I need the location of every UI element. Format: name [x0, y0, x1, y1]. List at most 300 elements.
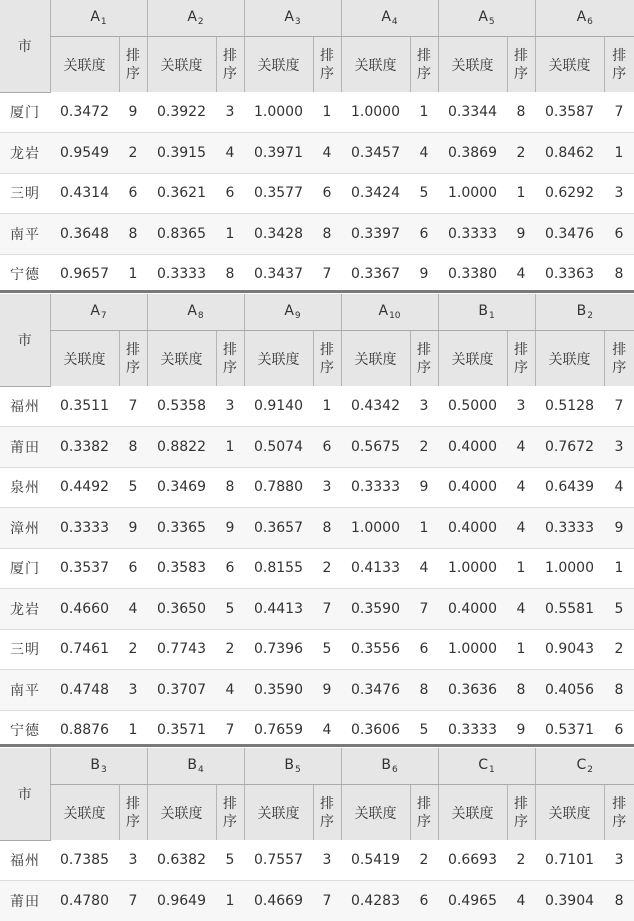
rank-value: 9: [410, 254, 438, 294]
indicator-header: [147, 748, 244, 785]
value-header: [535, 37, 604, 93]
indicator-subscript: 5: [488, 17, 495, 27]
rank-value: 5: [313, 629, 341, 670]
correlation-value: 0.3915: [147, 133, 216, 174]
city-header: [0, 0, 50, 92]
correlation-value: 0.3333: [147, 254, 216, 294]
value-header-label: 关联度: [160, 57, 203, 74]
rank-header: [216, 331, 244, 387]
indicator-subscript: 10: [389, 311, 401, 321]
indicator-letter: A: [90, 303, 100, 319]
correlation-value: 0.7396: [244, 629, 313, 670]
city-header-label: 市: [17, 332, 32, 349]
indicator-letter: A: [187, 303, 197, 319]
rank-value: 6: [216, 173, 244, 214]
table-row: [0, 508, 634, 549]
table-row: [0, 427, 634, 468]
rank-value: 6: [410, 214, 438, 255]
correlation-value: 0.4413: [244, 589, 313, 630]
indicator-header: [147, 294, 244, 331]
rank-value: 3: [119, 840, 147, 881]
correlation-value: 0.4748: [50, 670, 119, 711]
indicator-letter: A: [576, 9, 587, 25]
value-header-label: 关联度: [160, 351, 203, 368]
rank-value: 8: [507, 92, 535, 133]
indicator-letter: C: [576, 757, 587, 773]
rank-value: 6: [410, 629, 438, 670]
indicator-letter: A: [378, 303, 389, 319]
correlation-value: 0.3333: [341, 467, 410, 508]
city-name: 漳州: [0, 508, 50, 549]
indicator-subscript: 1: [488, 311, 495, 321]
rank-value: 4: [507, 589, 535, 630]
rank-value: 2: [313, 548, 341, 589]
city-name: 厦门: [0, 92, 50, 133]
rank-value: 1: [313, 386, 341, 427]
rank-value: 7: [410, 589, 438, 630]
rank-header: [119, 785, 147, 841]
correlation-value: 0.3476: [535, 214, 604, 255]
rank-header-bottom: 序: [417, 359, 431, 376]
rank-value: 9: [313, 670, 341, 711]
rank-header-top: 排: [320, 47, 334, 64]
indicator-letter: B: [478, 303, 488, 319]
value-header: [438, 37, 507, 93]
city-name: 龙岩: [0, 589, 50, 630]
rank-value: 1: [507, 629, 535, 670]
indicator-letter: A: [284, 9, 294, 25]
rank-value: 8: [313, 214, 341, 255]
correlation-value: 0.3333: [50, 508, 119, 549]
correlation-value: 0.7880: [244, 467, 313, 508]
correlation-value: 0.4314: [50, 173, 119, 214]
value-header-label: 关联度: [257, 57, 300, 74]
rank-header-bottom: 序: [417, 813, 431, 830]
correlation-value: 0.3922: [147, 92, 216, 133]
indicator-header: [535, 0, 634, 37]
value-header-label: 关联度: [160, 805, 203, 822]
indicator-header: [50, 294, 147, 331]
rank-value: 9: [216, 508, 244, 549]
value-header: [244, 785, 313, 841]
indicator-header: [147, 0, 244, 37]
rank-value: 8: [604, 881, 634, 921]
rank-header: [313, 785, 341, 841]
table-row: [0, 589, 634, 630]
correlation-value: 0.6292: [535, 173, 604, 214]
table-row: [0, 881, 634, 921]
value-header: [244, 37, 313, 93]
rank-header-top: 排: [223, 47, 237, 64]
indicator-header: [341, 748, 438, 785]
correlation-value: 0.5581: [535, 589, 604, 630]
block-divider: [0, 290, 634, 293]
correlation-value: 0.3397: [341, 214, 410, 255]
correlation-value: 1.0000: [438, 173, 507, 214]
indicator-header: [535, 294, 634, 331]
value-header-label: 关联度: [63, 805, 106, 822]
rank-value: 1: [410, 508, 438, 549]
rank-header-bottom: 序: [223, 813, 237, 830]
indicator-header: [341, 0, 438, 37]
value-header: [438, 785, 507, 841]
rank-header-top: 排: [417, 795, 431, 812]
correlation-value: 0.4000: [438, 427, 507, 468]
rank-value: 4: [216, 133, 244, 174]
rank-header: [119, 37, 147, 93]
correlation-value: 0.3365: [147, 508, 216, 549]
value-header-label: 关联度: [451, 351, 494, 368]
rank-value: 3: [604, 173, 634, 214]
rank-value: 6: [604, 214, 634, 255]
correlation-value: 0.3511: [50, 386, 119, 427]
city-name: 宁德: [0, 254, 50, 294]
rank-header-bottom: 序: [126, 359, 140, 376]
rank-value: 2: [410, 427, 438, 468]
rank-value: 6: [313, 427, 341, 468]
rank-header: [507, 785, 535, 841]
rank-header: [604, 785, 634, 841]
correlation-value: 0.3971: [244, 133, 313, 174]
rank-value: 5: [604, 589, 634, 630]
correlation-value: 0.3606: [341, 710, 410, 750]
city-header: [0, 294, 50, 386]
indicator-header: [244, 748, 341, 785]
rank-value: 7: [313, 881, 341, 921]
correlation-value: 0.5371: [535, 710, 604, 750]
rank-header-bottom: 序: [514, 359, 528, 376]
rank-value: 3: [216, 92, 244, 133]
city-name: 福州: [0, 386, 50, 427]
rank-value: 7: [313, 254, 341, 294]
correlation-value: 0.4133: [341, 548, 410, 589]
rank-value: 4: [507, 254, 535, 294]
correlation-value: 0.3469: [147, 467, 216, 508]
rank-header: [604, 37, 634, 93]
rank-value: 3: [313, 467, 341, 508]
indicator-header: [438, 0, 535, 37]
rank-header-top: 排: [223, 795, 237, 812]
correlation-value: 0.4965: [438, 881, 507, 921]
rank-value: 9: [410, 467, 438, 508]
rank-value: 4: [216, 670, 244, 711]
rank-header-bottom: 序: [417, 65, 431, 82]
rank-header-bottom: 序: [514, 813, 528, 830]
rank-header-bottom: 序: [612, 65, 627, 82]
correlation-value: 0.5358: [147, 386, 216, 427]
rank-header: [410, 331, 438, 387]
city-name: 三明: [0, 629, 50, 670]
city-header: [0, 748, 50, 840]
rank-value: 8: [119, 427, 147, 468]
indicator-subscript: 4: [391, 17, 398, 27]
indicator-subscript: 3: [100, 765, 107, 775]
rank-value: 4: [507, 508, 535, 549]
indicator-letter: A: [381, 9, 391, 25]
rank-value: 8: [119, 214, 147, 255]
table-row: [0, 92, 634, 133]
rank-value: 6: [216, 548, 244, 589]
value-header-label: 关联度: [63, 57, 106, 74]
rank-header-top: 排: [126, 341, 140, 358]
correlation-value: 1.0000: [438, 629, 507, 670]
correlation-value: 1.0000: [438, 548, 507, 589]
indicator-letter: A: [284, 303, 294, 319]
rank-value: 8: [313, 508, 341, 549]
correlation-value: 0.3457: [341, 133, 410, 174]
correlation-value: 0.4056: [535, 670, 604, 711]
rank-value: 7: [216, 710, 244, 750]
value-header: [147, 37, 216, 93]
rank-value: 4: [604, 467, 634, 508]
rank-header: [507, 37, 535, 93]
value-header: [147, 785, 216, 841]
rank-value: 5: [410, 710, 438, 750]
rank-header: [604, 331, 634, 387]
rank-value: 4: [507, 427, 535, 468]
correlation-value: 0.8822: [147, 427, 216, 468]
rank-header-bottom: 序: [126, 813, 140, 830]
indicator-header: [535, 748, 634, 785]
rank-value: 2: [410, 840, 438, 881]
rank-value: 4: [410, 548, 438, 589]
rank-value: 9: [119, 92, 147, 133]
rank-value: 5: [216, 589, 244, 630]
value-header: [341, 331, 410, 387]
correlation-value: 0.7743: [147, 629, 216, 670]
city-name: 莆田: [0, 881, 50, 921]
correlation-value: 0.5074: [244, 427, 313, 468]
rank-value: 1: [507, 548, 535, 589]
correlation-value: 1.0000: [244, 92, 313, 133]
table-row: [0, 386, 634, 427]
correlation-value: 0.3380: [438, 254, 507, 294]
rank-value: 1: [216, 214, 244, 255]
correlation-value: 0.9043: [535, 629, 604, 670]
correlation-value: 0.9649: [147, 881, 216, 921]
indicator-subscript: 2: [587, 311, 593, 321]
rank-value: 4: [507, 467, 535, 508]
rank-header-top: 排: [126, 47, 140, 64]
rank-value: 4: [313, 710, 341, 750]
correlation-value: 0.3657: [244, 508, 313, 549]
correlation-value: 0.5128: [535, 386, 604, 427]
rank-value: 4: [313, 133, 341, 174]
value-header-label: 关联度: [354, 351, 397, 368]
indicator-table-3: [0, 748, 634, 921]
value-header-label: 关联度: [548, 57, 591, 74]
rank-value: 6: [119, 548, 147, 589]
rank-value: 7: [119, 881, 147, 921]
rank-header: [119, 331, 147, 387]
correlation-value: 0.3476: [341, 670, 410, 711]
rank-value: 6: [604, 710, 634, 750]
correlation-value: 0.3650: [147, 589, 216, 630]
value-header-label: 关联度: [354, 57, 397, 74]
value-header: [438, 331, 507, 387]
correlation-value: 0.8155: [244, 548, 313, 589]
rank-header: [313, 37, 341, 93]
rank-value: 3: [604, 840, 634, 881]
rank-value: 3: [216, 386, 244, 427]
rank-value: 9: [507, 710, 535, 750]
table-row: [0, 173, 634, 214]
indicator-letter: B: [187, 757, 197, 773]
value-header: [535, 331, 604, 387]
rank-value: 6: [410, 881, 438, 921]
correlation-value: 0.3472: [50, 92, 119, 133]
rank-value: 3: [410, 386, 438, 427]
rank-header-top: 排: [417, 341, 431, 358]
indicator-subscript: 9: [294, 311, 301, 321]
correlation-value: 0.3333: [535, 508, 604, 549]
indicator-letter: C: [478, 757, 489, 773]
correlation-value: 0.3333: [438, 710, 507, 750]
rank-header-bottom: 序: [320, 65, 334, 82]
indicator-header: [438, 294, 535, 331]
table-row: [0, 133, 634, 174]
correlation-value: 0.9140: [244, 386, 313, 427]
rank-header-top: 排: [223, 341, 237, 358]
rank-value: 7: [604, 92, 634, 133]
correlation-value: 0.6382: [147, 840, 216, 881]
correlation-value: 0.3424: [341, 173, 410, 214]
rank-value: 6: [313, 173, 341, 214]
value-header-label: 关联度: [354, 805, 397, 822]
rank-value: 4: [507, 881, 535, 921]
rank-value: 1: [119, 710, 147, 750]
block-divider: [0, 744, 634, 747]
correlation-value: 0.3636: [438, 670, 507, 711]
value-header-label: 关联度: [548, 351, 591, 368]
rank-value: 5: [410, 173, 438, 214]
correlation-value: 0.4000: [438, 589, 507, 630]
correlation-value: 0.3428: [244, 214, 313, 255]
correlation-value: 0.7101: [535, 840, 604, 881]
indicator-subscript: 6: [587, 17, 593, 27]
indicator-letter: B: [90, 757, 100, 773]
correlation-value: 0.9657: [50, 254, 119, 294]
rank-value: 8: [604, 254, 634, 294]
rank-value: 4: [410, 133, 438, 174]
indicator-subscript: 3: [294, 17, 301, 27]
indicator-header: [341, 294, 438, 331]
indicator-letter: B: [576, 303, 587, 319]
correlation-value: 0.4660: [50, 589, 119, 630]
correlation-value: 0.3577: [244, 173, 313, 214]
indicator-letter: B: [381, 757, 391, 773]
rank-value: 4: [119, 589, 147, 630]
rank-value: 9: [119, 508, 147, 549]
indicator-subscript: 1: [489, 765, 495, 775]
rank-value: 2: [604, 629, 634, 670]
correlation-value: 0.3556: [341, 629, 410, 670]
city-name: 宁德: [0, 710, 50, 750]
rank-value: 8: [507, 670, 535, 711]
rank-value: 3: [119, 670, 147, 711]
table-row: [0, 840, 634, 881]
correlation-value: 0.6439: [535, 467, 604, 508]
correlation-value: 0.3869: [438, 133, 507, 174]
correlation-value: 0.4283: [341, 881, 410, 921]
correlation-value: 0.6693: [438, 840, 507, 881]
table-row: [0, 548, 634, 589]
indicator-table-1: [0, 0, 634, 294]
table-row: [0, 214, 634, 255]
rank-header-top: 排: [612, 47, 627, 64]
rank-header-bottom: 序: [320, 813, 334, 830]
rank-header-bottom: 序: [514, 65, 528, 82]
rank-header-top: 排: [126, 795, 140, 812]
correlation-value: 0.3571: [147, 710, 216, 750]
correlation-value: 0.3333: [438, 214, 507, 255]
rank-value: 2: [507, 840, 535, 881]
rank-header-bottom: 序: [612, 359, 627, 376]
table-row: [0, 629, 634, 670]
rank-value: 8: [410, 670, 438, 711]
rank-value: 1: [507, 173, 535, 214]
rank-header-bottom: 序: [126, 65, 140, 82]
correlation-value: 0.4492: [50, 467, 119, 508]
rank-value: 2: [119, 133, 147, 174]
rank-value: 2: [507, 133, 535, 174]
rank-header: [507, 331, 535, 387]
correlation-value: 0.7672: [535, 427, 604, 468]
correlation-value: 0.4342: [341, 386, 410, 427]
correlation-value: 0.3363: [535, 254, 604, 294]
rank-value: 3: [507, 386, 535, 427]
rank-value: 1: [604, 548, 634, 589]
rank-header-bottom: 序: [320, 359, 334, 376]
indicator-letter: A: [90, 9, 100, 25]
indicator-subscript: 2: [197, 17, 204, 27]
rank-header-top: 排: [320, 795, 334, 812]
indicator-subscript: 5: [294, 765, 301, 775]
indicator-letter: B: [284, 757, 294, 773]
correlation-value: 0.7557: [244, 840, 313, 881]
rank-header-bottom: 序: [612, 813, 627, 830]
indicator-header: [50, 748, 147, 785]
correlation-value: 0.3437: [244, 254, 313, 294]
rank-header: [410, 785, 438, 841]
indicator-subscript: 6: [391, 765, 398, 775]
indicator-subscript: 2: [587, 765, 594, 775]
rank-header-bottom: 序: [223, 359, 237, 376]
rank-value: 3: [604, 427, 634, 468]
city-name: 厦门: [0, 548, 50, 589]
correlation-value: 1.0000: [341, 508, 410, 549]
rank-value: 1: [216, 427, 244, 468]
correlation-value: 0.4669: [244, 881, 313, 921]
rank-header: [410, 37, 438, 93]
correlation-value: 0.4000: [438, 508, 507, 549]
rank-value: 1: [410, 92, 438, 133]
value-header-label: 关联度: [451, 805, 494, 822]
correlation-value: 1.0000: [341, 92, 410, 133]
correlation-value: 0.8462: [535, 133, 604, 174]
correlation-value: 0.7461: [50, 629, 119, 670]
correlation-value: 0.3537: [50, 548, 119, 589]
table-row: [0, 254, 634, 294]
rank-value: 7: [119, 386, 147, 427]
correlation-value: 0.3648: [50, 214, 119, 255]
indicator-letter: A: [187, 9, 197, 25]
city-name: 莆田: [0, 427, 50, 468]
value-header: [50, 785, 119, 841]
rank-header-top: 排: [612, 795, 627, 812]
value-header: [244, 331, 313, 387]
correlation-value: 0.4000: [438, 467, 507, 508]
